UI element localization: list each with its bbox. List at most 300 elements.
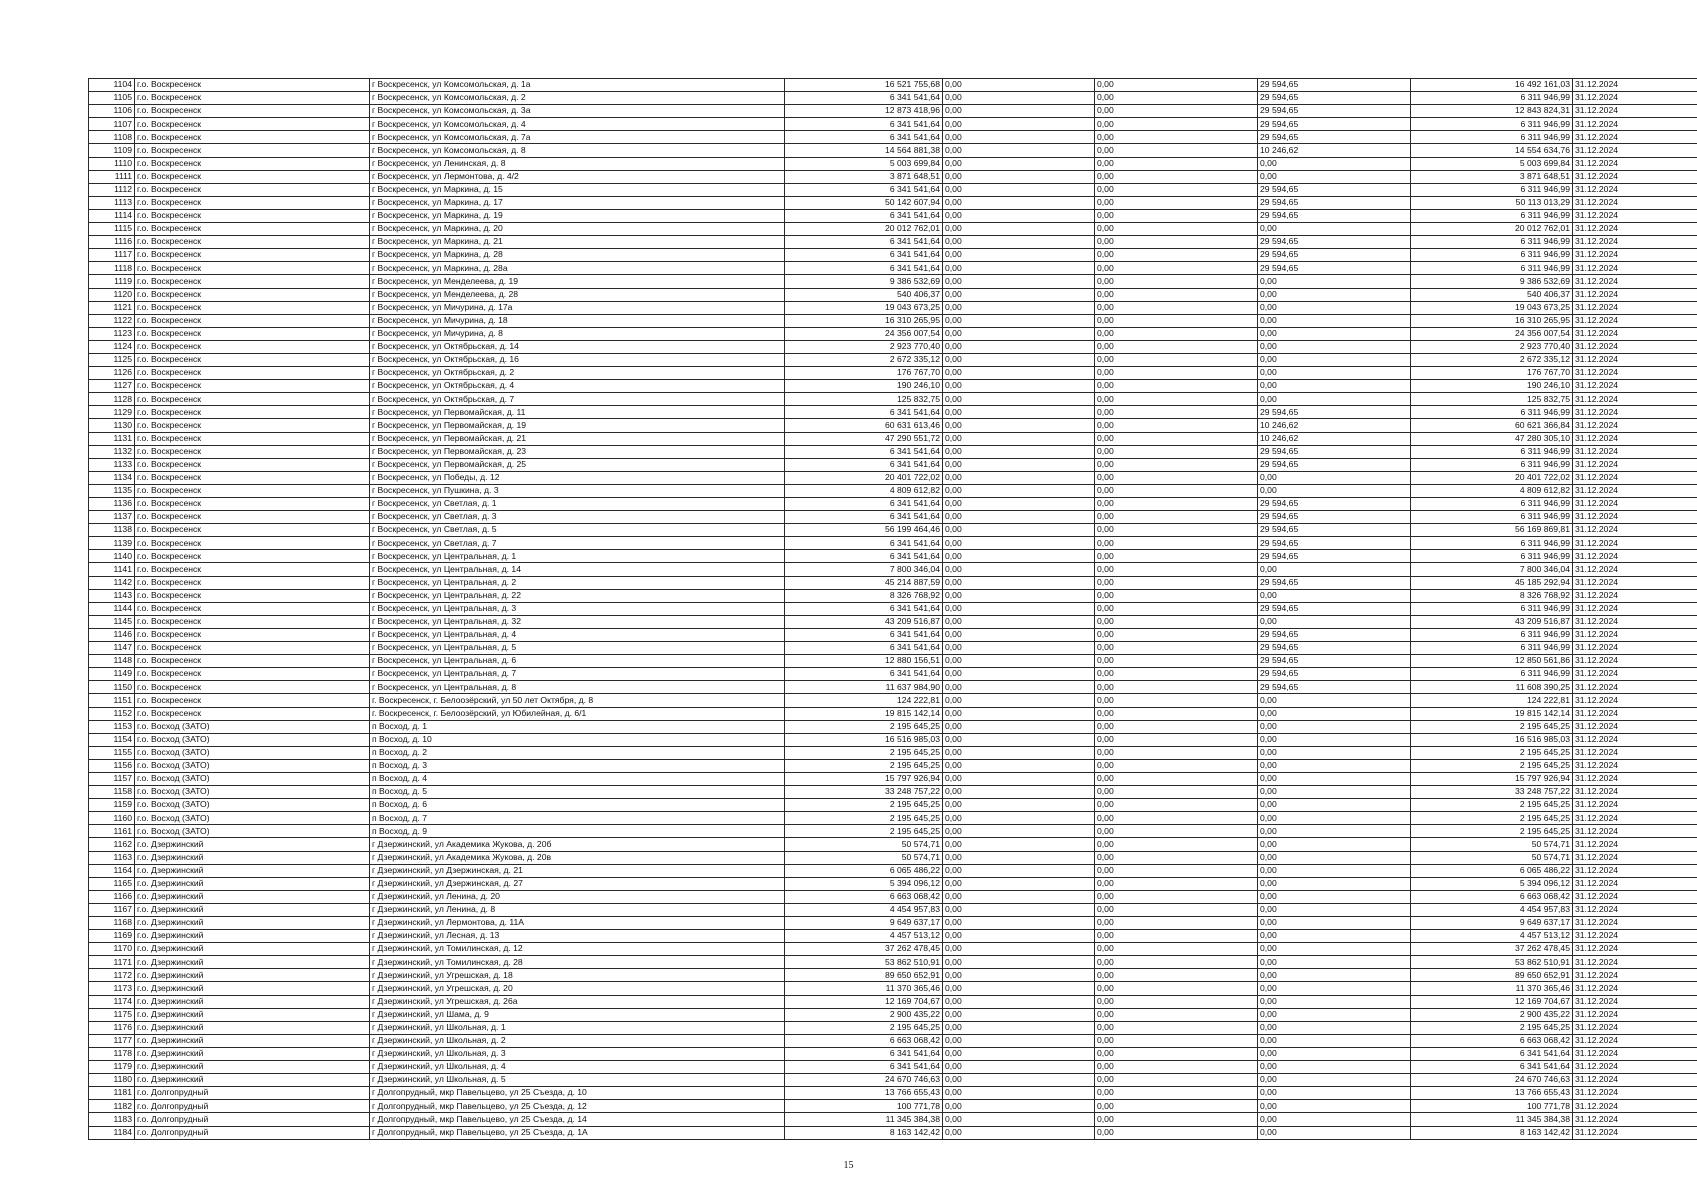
date-cell: 31.12.2024 — [1573, 367, 1697, 380]
value-cell: 0,00 — [1258, 393, 1411, 406]
date-cell: 31.12.2024 — [1573, 759, 1697, 772]
row-number-cell: 1109 — [89, 144, 135, 157]
date-cell: 31.12.2024 — [1573, 419, 1697, 432]
value-cell: 29 594,65 — [1258, 445, 1411, 458]
municipality-cell: г.о. Долгопрудный — [135, 1113, 370, 1126]
value-cell: 29 594,65 — [1258, 642, 1411, 655]
municipality-cell: г.о. Воскресенск — [135, 301, 370, 314]
amount-cell: 6 341 541,64 — [785, 92, 943, 105]
row-number-cell: 1118 — [89, 262, 135, 275]
balance-cell: 2 195 645,25 — [1411, 720, 1573, 733]
value-cell: 0,00 — [943, 838, 1095, 851]
balance-cell: 14 554 634,76 — [1411, 144, 1573, 157]
amount-cell: 9 649 637,17 — [785, 917, 943, 930]
table-row — [89, 786, 1697, 799]
value-cell: 0,00 — [943, 864, 1095, 877]
value-cell: 0,00 — [1095, 445, 1258, 458]
value-cell: 0,00 — [1258, 982, 1411, 995]
value-cell: 0,00 — [1095, 642, 1258, 655]
value-cell: 0,00 — [1095, 196, 1258, 209]
address-cell: г Воскресенск, ул Маркина, д. 28а — [370, 262, 785, 275]
value-cell: 0,00 — [943, 484, 1095, 497]
value-cell: 0,00 — [943, 707, 1095, 720]
row-number-cell: 1143 — [89, 589, 135, 602]
amount-cell: 6 341 541,64 — [785, 1061, 943, 1074]
value-cell: 0,00 — [1258, 353, 1411, 366]
balance-cell: 6 341 541,64 — [1411, 1047, 1573, 1060]
date-cell: 31.12.2024 — [1573, 144, 1697, 157]
date-cell: 31.12.2024 — [1573, 79, 1697, 92]
address-cell: г Дзержинский, ул Школьная, д. 2 — [370, 1034, 785, 1047]
amount-cell: 6 341 541,64 — [785, 445, 943, 458]
value-cell: 29 594,65 — [1258, 236, 1411, 249]
address-cell: г Дзержинский, ул Лесная, д. 13 — [370, 930, 785, 943]
address-cell: г Воскресенск, ул Комсомольская, д. 7а — [370, 131, 785, 144]
municipality-cell: г.о. Воскресенск — [135, 236, 370, 249]
balance-cell: 6 311 946,99 — [1411, 131, 1573, 144]
municipality-cell: г.о. Долгопрудный — [135, 1100, 370, 1113]
table-row — [89, 367, 1697, 380]
value-cell: 0,00 — [1258, 903, 1411, 916]
date-cell: 31.12.2024 — [1573, 668, 1697, 681]
date-cell: 31.12.2024 — [1573, 733, 1697, 746]
value-cell: 0,00 — [1095, 471, 1258, 484]
value-cell: 29 594,65 — [1258, 183, 1411, 196]
amount-cell: 8 326 768,92 — [785, 589, 943, 602]
address-cell: г Воскресенск, ул Октябрьская, д. 16 — [370, 353, 785, 366]
address-cell: г Долгопрудный, мкр Павельцево, ул 25 Съезда, д. 12 — [370, 1100, 785, 1113]
address-cell: г Воскресенск, ул Комсомольская, д. 8 — [370, 144, 785, 157]
date-cell: 31.12.2024 — [1573, 956, 1697, 969]
address-cell: п Восход, д. 4 — [370, 772, 785, 785]
address-cell: г Воскресенск, ул Октябрьская, д. 14 — [370, 340, 785, 353]
document-sheet — [88, 78, 1621, 1140]
amount-cell: 4 454 957,83 — [785, 903, 943, 916]
table-row — [89, 982, 1697, 995]
value-cell: 0,00 — [1258, 1113, 1411, 1126]
row-number-cell: 1105 — [89, 92, 135, 105]
address-cell: г Воскресенск, ул Первомайская, д. 19 — [370, 419, 785, 432]
value-cell: 0,00 — [1258, 1100, 1411, 1113]
amount-cell: 8 163 142,42 — [785, 1126, 943, 1139]
row-number-cell: 1158 — [89, 786, 135, 799]
balance-cell: 6 311 946,99 — [1411, 445, 1573, 458]
value-cell: 0,00 — [1095, 118, 1258, 131]
amount-cell: 6 663 068,42 — [785, 890, 943, 903]
value-cell: 0,00 — [1258, 917, 1411, 930]
value-cell: 0,00 — [943, 956, 1095, 969]
amount-cell: 2 195 645,25 — [785, 746, 943, 759]
value-cell: 0,00 — [943, 615, 1095, 628]
value-cell: 0,00 — [1258, 890, 1411, 903]
value-cell: 29 594,65 — [1258, 524, 1411, 537]
amount-cell: 4 809 612,82 — [785, 484, 943, 497]
municipality-cell: г.о. Восход (ЗАТО) — [135, 733, 370, 746]
amount-cell: 6 341 541,64 — [785, 537, 943, 550]
row-number-cell: 1178 — [89, 1047, 135, 1060]
date-cell: 31.12.2024 — [1573, 799, 1697, 812]
municipality-cell: г.о. Воскресенск — [135, 707, 370, 720]
row-number-cell: 1163 — [89, 851, 135, 864]
value-cell: 0,00 — [1095, 799, 1258, 812]
value-cell: 0,00 — [1095, 838, 1258, 851]
balance-cell: 37 262 478,45 — [1411, 943, 1573, 956]
address-cell: п Восход, д. 7 — [370, 812, 785, 825]
value-cell: 0,00 — [943, 1113, 1095, 1126]
value-cell: 0,00 — [1095, 249, 1258, 262]
municipality-cell: г.о. Воскресенск — [135, 340, 370, 353]
row-number-cell: 1106 — [89, 105, 135, 118]
municipality-cell: г.о. Воскресенск — [135, 353, 370, 366]
value-cell: 0,00 — [1258, 812, 1411, 825]
value-cell: 0,00 — [1095, 537, 1258, 550]
value-cell: 0,00 — [1258, 707, 1411, 720]
amount-cell: 6 341 541,64 — [785, 131, 943, 144]
address-cell: п Восход, д. 2 — [370, 746, 785, 759]
address-cell: г Воскресенск, ул Комсомольская, д. 3а — [370, 105, 785, 118]
municipality-cell: г.о. Воскресенск — [135, 576, 370, 589]
value-cell: 0,00 — [1258, 223, 1411, 236]
balance-cell: 176 767,70 — [1411, 367, 1573, 380]
value-cell: 0,00 — [1258, 720, 1411, 733]
balance-cell: 43 209 516,87 — [1411, 615, 1573, 628]
value-cell: 0,00 — [943, 301, 1095, 314]
address-cell: г Дзержинский, ул Академика Жукова, д. 20в — [370, 851, 785, 864]
municipality-cell: г.о. Воскресенск — [135, 406, 370, 419]
address-cell: г Воскресенск, ул Пушкина, д. 3 — [370, 484, 785, 497]
date-cell: 31.12.2024 — [1573, 275, 1697, 288]
table-row — [89, 733, 1697, 746]
address-cell: г Воскресенск, ул Комсомольская, д. 1а — [370, 79, 785, 92]
value-cell: 0,00 — [1095, 1113, 1258, 1126]
value-cell: 0,00 — [1095, 275, 1258, 288]
balance-cell: 2 672 335,12 — [1411, 353, 1573, 366]
value-cell: 10 246,62 — [1258, 144, 1411, 157]
value-cell: 0,00 — [1095, 720, 1258, 733]
value-cell: 0,00 — [1095, 563, 1258, 576]
balance-cell: 6 311 946,99 — [1411, 458, 1573, 471]
address-cell: г Дзержинский, ул Угрешская, д. 26а — [370, 995, 785, 1008]
balance-cell: 6 311 946,99 — [1411, 550, 1573, 563]
table-row — [89, 92, 1697, 105]
value-cell: 0,00 — [1258, 157, 1411, 170]
row-number-cell: 1145 — [89, 615, 135, 628]
row-number-cell: 1142 — [89, 576, 135, 589]
table-row — [89, 917, 1697, 930]
date-cell: 31.12.2024 — [1573, 236, 1697, 249]
address-cell: г Воскресенск, ул Октябрьская, д. 2 — [370, 367, 785, 380]
amount-cell: 12 873 418,96 — [785, 105, 943, 118]
value-cell: 0,00 — [1258, 327, 1411, 340]
table-row — [89, 1126, 1697, 1139]
row-number-cell: 1121 — [89, 301, 135, 314]
table-row — [89, 183, 1697, 196]
value-cell: 0,00 — [1095, 262, 1258, 275]
date-cell: 31.12.2024 — [1573, 380, 1697, 393]
amount-cell: 176 767,70 — [785, 367, 943, 380]
table-row — [89, 655, 1697, 668]
municipality-cell: г.о. Дзержинский — [135, 903, 370, 916]
municipality-cell: г.о. Воскресенск — [135, 471, 370, 484]
row-number-cell: 1175 — [89, 1008, 135, 1021]
value-cell: 0,00 — [943, 877, 1095, 890]
municipality-cell: г.о. Воскресенск — [135, 118, 370, 131]
table-row — [89, 498, 1697, 511]
municipality-cell: г.о. Восход (ЗАТО) — [135, 799, 370, 812]
table-row — [89, 380, 1697, 393]
amount-cell: 6 663 068,42 — [785, 1034, 943, 1047]
value-cell: 0,00 — [1258, 825, 1411, 838]
value-cell: 0,00 — [1095, 458, 1258, 471]
balance-cell: 6 311 946,99 — [1411, 209, 1573, 222]
amount-cell: 6 341 541,64 — [785, 498, 943, 511]
value-cell: 0,00 — [1258, 851, 1411, 864]
amount-cell: 6 341 541,64 — [785, 628, 943, 641]
value-cell: 29 594,65 — [1258, 550, 1411, 563]
value-cell: 0,00 — [1258, 288, 1411, 301]
value-cell: 0,00 — [943, 209, 1095, 222]
balance-cell: 12 169 704,67 — [1411, 995, 1573, 1008]
municipality-cell: г.о. Долгопрудный — [135, 1126, 370, 1139]
value-cell: 0,00 — [1095, 432, 1258, 445]
value-cell: 0,00 — [1258, 1074, 1411, 1087]
balance-cell: 12 843 824,31 — [1411, 105, 1573, 118]
value-cell: 0,00 — [943, 982, 1095, 995]
municipality-cell: г.о. Воскресенск — [135, 275, 370, 288]
value-cell: 0,00 — [943, 157, 1095, 170]
value-cell: 0,00 — [1258, 956, 1411, 969]
date-cell: 31.12.2024 — [1573, 681, 1697, 694]
municipality-cell: г.о. Восход (ЗАТО) — [135, 825, 370, 838]
balance-cell: 6 311 946,99 — [1411, 249, 1573, 262]
row-number-cell: 1170 — [89, 943, 135, 956]
date-cell: 31.12.2024 — [1573, 393, 1697, 406]
municipality-cell: г.о. Восход (ЗАТО) — [135, 812, 370, 825]
address-cell: п Восход, д. 9 — [370, 825, 785, 838]
value-cell: 0,00 — [1095, 851, 1258, 864]
address-cell: г Воскресенск, ул Менделеева, д. 19 — [370, 275, 785, 288]
municipality-cell: г.о. Дзержинский — [135, 1008, 370, 1021]
table-body — [89, 79, 1697, 1140]
table-row — [89, 1087, 1697, 1100]
amount-cell: 6 341 541,64 — [785, 236, 943, 249]
address-cell: г Дзержинский, ул Ленина, д. 20 — [370, 890, 785, 903]
amount-cell: 16 516 985,03 — [785, 733, 943, 746]
row-number-cell: 1137 — [89, 511, 135, 524]
row-number-cell: 1167 — [89, 903, 135, 916]
table-row — [89, 772, 1697, 785]
table-row — [89, 956, 1697, 969]
value-cell: 0,00 — [1095, 1100, 1258, 1113]
value-cell: 0,00 — [1095, 864, 1258, 877]
amount-cell: 20 012 762,01 — [785, 223, 943, 236]
table-row — [89, 694, 1697, 707]
row-number-cell: 1135 — [89, 484, 135, 497]
balance-cell: 7 800 346,04 — [1411, 563, 1573, 576]
balance-cell: 4 809 612,82 — [1411, 484, 1573, 497]
value-cell: 0,00 — [1095, 1074, 1258, 1087]
municipality-cell: г.о. Дзержинский — [135, 930, 370, 943]
address-cell: п Восход, д. 6 — [370, 799, 785, 812]
date-cell: 31.12.2024 — [1573, 1034, 1697, 1047]
value-cell: 0,00 — [943, 131, 1095, 144]
row-number-cell: 1150 — [89, 681, 135, 694]
value-cell: 0,00 — [943, 628, 1095, 641]
balance-cell: 540 406,37 — [1411, 288, 1573, 301]
date-cell: 31.12.2024 — [1573, 511, 1697, 524]
value-cell: 0,00 — [943, 1047, 1095, 1060]
row-number-cell: 1179 — [89, 1061, 135, 1074]
value-cell: 0,00 — [943, 380, 1095, 393]
amount-cell: 6 341 541,64 — [785, 209, 943, 222]
municipality-cell: г.о. Дзержинский — [135, 838, 370, 851]
municipality-cell: г.о. Воскресенск — [135, 249, 370, 262]
municipality-cell: г.о. Воскресенск — [135, 380, 370, 393]
municipality-cell: г.о. Дзержинский — [135, 890, 370, 903]
value-cell: 0,00 — [943, 458, 1095, 471]
amount-cell: 47 290 551,72 — [785, 432, 943, 445]
table-row — [89, 995, 1697, 1008]
value-cell: 0,00 — [943, 746, 1095, 759]
date-cell: 31.12.2024 — [1573, 602, 1697, 615]
municipality-cell: г.о. Восход (ЗАТО) — [135, 759, 370, 772]
row-number-cell: 1181 — [89, 1087, 135, 1100]
balance-cell: 11 370 365,46 — [1411, 982, 1573, 995]
address-cell: г Долгопрудный, мкр Павельцево, ул 25 Съезда, д. 14 — [370, 1113, 785, 1126]
value-cell: 0,00 — [1258, 733, 1411, 746]
row-number-cell: 1130 — [89, 419, 135, 432]
date-cell: 31.12.2024 — [1573, 92, 1697, 105]
value-cell: 0,00 — [1095, 170, 1258, 183]
municipality-cell: г.о. Воскресенск — [135, 445, 370, 458]
amount-cell: 190 246,10 — [785, 380, 943, 393]
amount-cell: 6 341 541,64 — [785, 458, 943, 471]
value-cell: 0,00 — [1095, 157, 1258, 170]
value-cell: 0,00 — [1258, 615, 1411, 628]
row-number-cell: 1141 — [89, 563, 135, 576]
balance-cell: 47 280 305,10 — [1411, 432, 1573, 445]
value-cell: 0,00 — [943, 92, 1095, 105]
row-number-cell: 1152 — [89, 707, 135, 720]
value-cell: 0,00 — [1095, 105, 1258, 118]
value-cell: 0,00 — [1258, 864, 1411, 877]
address-cell: г Воскресенск, ул Маркина, д. 20 — [370, 223, 785, 236]
value-cell: 0,00 — [943, 498, 1095, 511]
amount-cell: 16 521 755,68 — [785, 79, 943, 92]
balance-cell: 6 311 946,99 — [1411, 498, 1573, 511]
table-row — [89, 589, 1697, 602]
municipality-cell: г.о. Воскресенск — [135, 458, 370, 471]
value-cell: 0,00 — [943, 995, 1095, 1008]
value-cell: 0,00 — [943, 144, 1095, 157]
value-cell: 0,00 — [1095, 1126, 1258, 1139]
row-number-cell: 1165 — [89, 877, 135, 890]
table-row — [89, 576, 1697, 589]
date-cell: 31.12.2024 — [1573, 1074, 1697, 1087]
municipality-cell: г.о. Воскресенск — [135, 314, 370, 327]
value-cell: 0,00 — [1095, 943, 1258, 956]
table-row — [89, 340, 1697, 353]
row-number-cell: 1177 — [89, 1034, 135, 1047]
table-row — [89, 196, 1697, 209]
value-cell: 0,00 — [1095, 1061, 1258, 1074]
table-row — [89, 563, 1697, 576]
value-cell: 0,00 — [943, 812, 1095, 825]
value-cell: 0,00 — [1258, 799, 1411, 812]
address-cell: г Воскресенск, ул Октябрьская, д. 4 — [370, 380, 785, 393]
balance-cell: 5 003 699,84 — [1411, 157, 1573, 170]
value-cell: 0,00 — [1095, 1087, 1258, 1100]
table-row — [89, 550, 1697, 563]
table-row — [89, 903, 1697, 916]
balance-cell: 8 326 768,92 — [1411, 589, 1573, 602]
amount-cell: 19 815 142,14 — [785, 707, 943, 720]
date-cell: 31.12.2024 — [1573, 170, 1697, 183]
balance-cell: 6 311 946,99 — [1411, 602, 1573, 615]
balance-cell: 6 311 946,99 — [1411, 628, 1573, 641]
balance-cell: 11 608 390,25 — [1411, 681, 1573, 694]
row-number-cell: 1171 — [89, 956, 135, 969]
date-cell: 31.12.2024 — [1573, 1021, 1697, 1034]
table-row — [89, 720, 1697, 733]
table-row — [89, 288, 1697, 301]
table-row — [89, 236, 1697, 249]
address-cell: г Воскресенск, ул Первомайская, д. 25 — [370, 458, 785, 471]
amount-cell: 6 341 541,64 — [785, 602, 943, 615]
row-number-cell: 1166 — [89, 890, 135, 903]
amount-cell: 6 341 541,64 — [785, 249, 943, 262]
date-cell: 31.12.2024 — [1573, 642, 1697, 655]
value-cell: 0,00 — [1095, 301, 1258, 314]
table-row — [89, 1113, 1697, 1126]
amount-cell: 6 341 541,64 — [785, 668, 943, 681]
value-cell: 0,00 — [943, 327, 1095, 340]
value-cell: 0,00 — [943, 1034, 1095, 1047]
amount-cell: 45 214 887,59 — [785, 576, 943, 589]
municipality-cell: г.о. Воскресенск — [135, 92, 370, 105]
table-row — [89, 746, 1697, 759]
balance-cell: 2 900 435,22 — [1411, 1008, 1573, 1021]
value-cell: 0,00 — [943, 314, 1095, 327]
balance-cell: 19 043 673,25 — [1411, 301, 1573, 314]
amount-cell: 6 341 541,64 — [785, 550, 943, 563]
row-number-cell: 1138 — [89, 524, 135, 537]
amount-cell: 2 195 645,25 — [785, 720, 943, 733]
amount-cell: 19 043 673,25 — [785, 301, 943, 314]
date-cell: 31.12.2024 — [1573, 864, 1697, 877]
row-number-cell: 1148 — [89, 655, 135, 668]
page-number: 15 — [843, 1160, 854, 1171]
municipality-cell: г.о. Долгопрудный — [135, 1087, 370, 1100]
balance-cell: 45 185 292,94 — [1411, 576, 1573, 589]
municipality-cell: г.о. Воскресенск — [135, 170, 370, 183]
value-cell: 29 594,65 — [1258, 118, 1411, 131]
address-cell: г Воскресенск, ул Светлая, д. 1 — [370, 498, 785, 511]
value-cell: 0,00 — [1258, 301, 1411, 314]
municipality-cell: г.о. Дзержинский — [135, 864, 370, 877]
row-number-cell: 1126 — [89, 367, 135, 380]
amount-cell: 6 341 541,64 — [785, 511, 943, 524]
date-cell: 31.12.2024 — [1573, 982, 1697, 995]
row-number-cell: 1125 — [89, 353, 135, 366]
date-cell: 31.12.2024 — [1573, 249, 1697, 262]
amount-cell: 7 800 346,04 — [785, 563, 943, 576]
value-cell: 0,00 — [1095, 995, 1258, 1008]
date-cell: 31.12.2024 — [1573, 1087, 1697, 1100]
municipality-cell: г.о. Восход (ЗАТО) — [135, 746, 370, 759]
value-cell: 0,00 — [1258, 589, 1411, 602]
address-cell: г Воскресенск, ул Центральная, д. 2 — [370, 576, 785, 589]
